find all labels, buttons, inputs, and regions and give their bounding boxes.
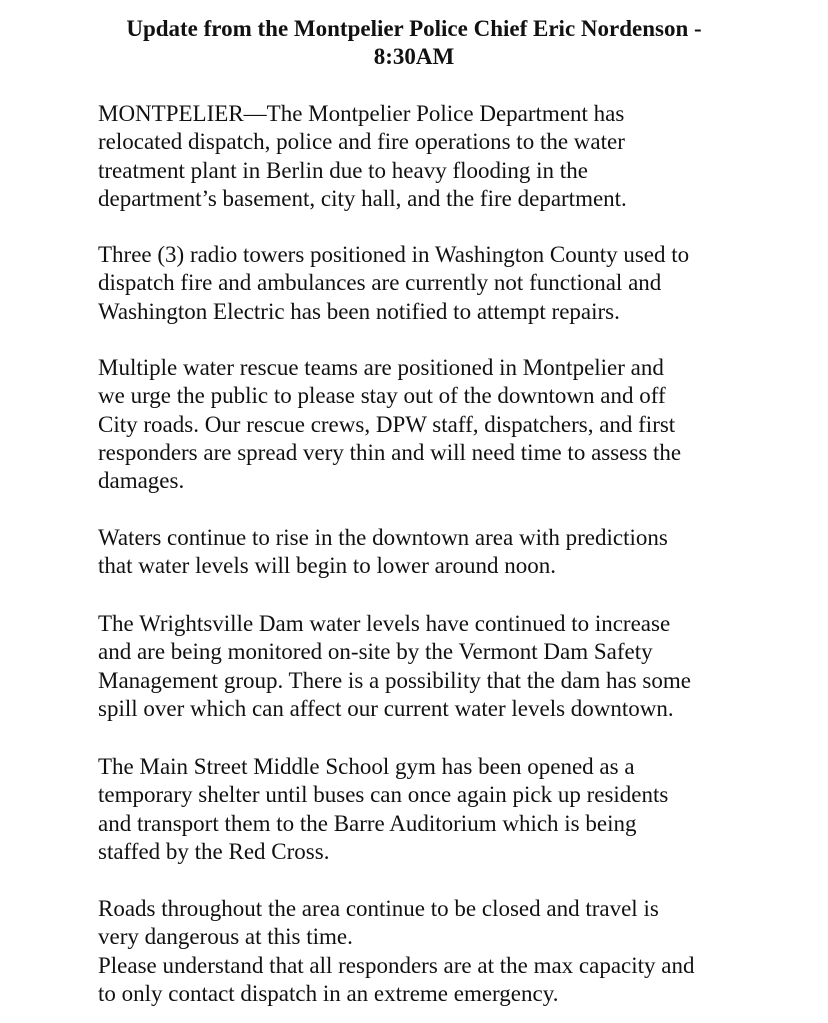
paragraph-line: MONTPELIER—The Montpelier Police Department has <box>98 101 625 126</box>
paragraph-line: we urge the public to please stay out of the downtown and off <box>98 383 666 409</box>
paragraph-line: Washington Electric has been notified to attempt repairs. <box>98 298 620 324</box>
paragraph-line: temporary shelter until buses can once again pick up residents <box>98 782 669 808</box>
paragraph-line: responders are spread very thin and will need time to assess the <box>98 439 682 465</box>
paragraph-line: The Wrightsville Dam water levels have continued to increase <box>98 611 671 636</box>
paragraph-dam <box>98 610 798 723</box>
paragraph-line: Three (3) radio towers positioned in Washington County used to <box>98 242 690 267</box>
paragraph-line: treatment plant in Berlin due to heavy flooding in the <box>98 157 588 183</box>
paragraph-radio-towers <box>98 241 798 326</box>
paragraph-rising-waters <box>98 524 798 581</box>
paragraph-line: relocated dispatch, police and fire operations to the water <box>98 129 625 155</box>
paragraph-line: Waters continue to rise in the downtown area with predictions <box>98 525 668 550</box>
paragraph-line: Management group. There is a possibility that the dam has some <box>98 667 691 693</box>
paragraph-line: damages. <box>98 468 185 494</box>
paragraph-line: and transport them to the Barre Auditorium which is being <box>98 810 637 836</box>
document-title-line-1: Update from the Montpelier Police Chief Eric Nordenson - <box>126 16 702 41</box>
paragraph-shelter <box>98 753 798 866</box>
paragraph-line: staffed by the Red Cross. <box>98 838 330 864</box>
paragraph-relocation <box>98 100 798 213</box>
paragraph-line: spill over which can affect our current water levels downtown. <box>98 695 674 721</box>
paragraph-line: Multiple water rescue teams are positioned in Montpelier and <box>98 355 664 380</box>
paragraph-line: dispatch fire and ambulances are currently not functional and <box>98 270 662 296</box>
paragraph-line: City roads. Our rescue crews, DPW staff, dispatchers, and first <box>98 411 676 437</box>
paragraph-roads <box>98 895 798 1008</box>
paragraph-line: The Main Street Middle School gym has been opened as a <box>98 754 635 779</box>
paragraph-line: very dangerous at this time. <box>98 924 353 950</box>
paragraph-line: Please understand that all responders are at the max capacity and <box>98 952 695 978</box>
paragraph-line: Roads throughout the area continue to be closed and travel is <box>98 896 659 921</box>
paragraph-line: department’s basement, city hall, and the fire department. <box>98 185 627 211</box>
paragraph-line: and are being monitored on-site by the Vermont Dam Safety <box>98 639 653 665</box>
paragraph-line: to only contact dispatch in an extreme emergency. <box>98 980 559 1006</box>
paragraph-water-rescue <box>98 354 798 495</box>
document-title-line-2: 8:30AM <box>373 44 455 69</box>
paragraph-line: that water levels will begin to lower around noon. <box>98 553 556 579</box>
